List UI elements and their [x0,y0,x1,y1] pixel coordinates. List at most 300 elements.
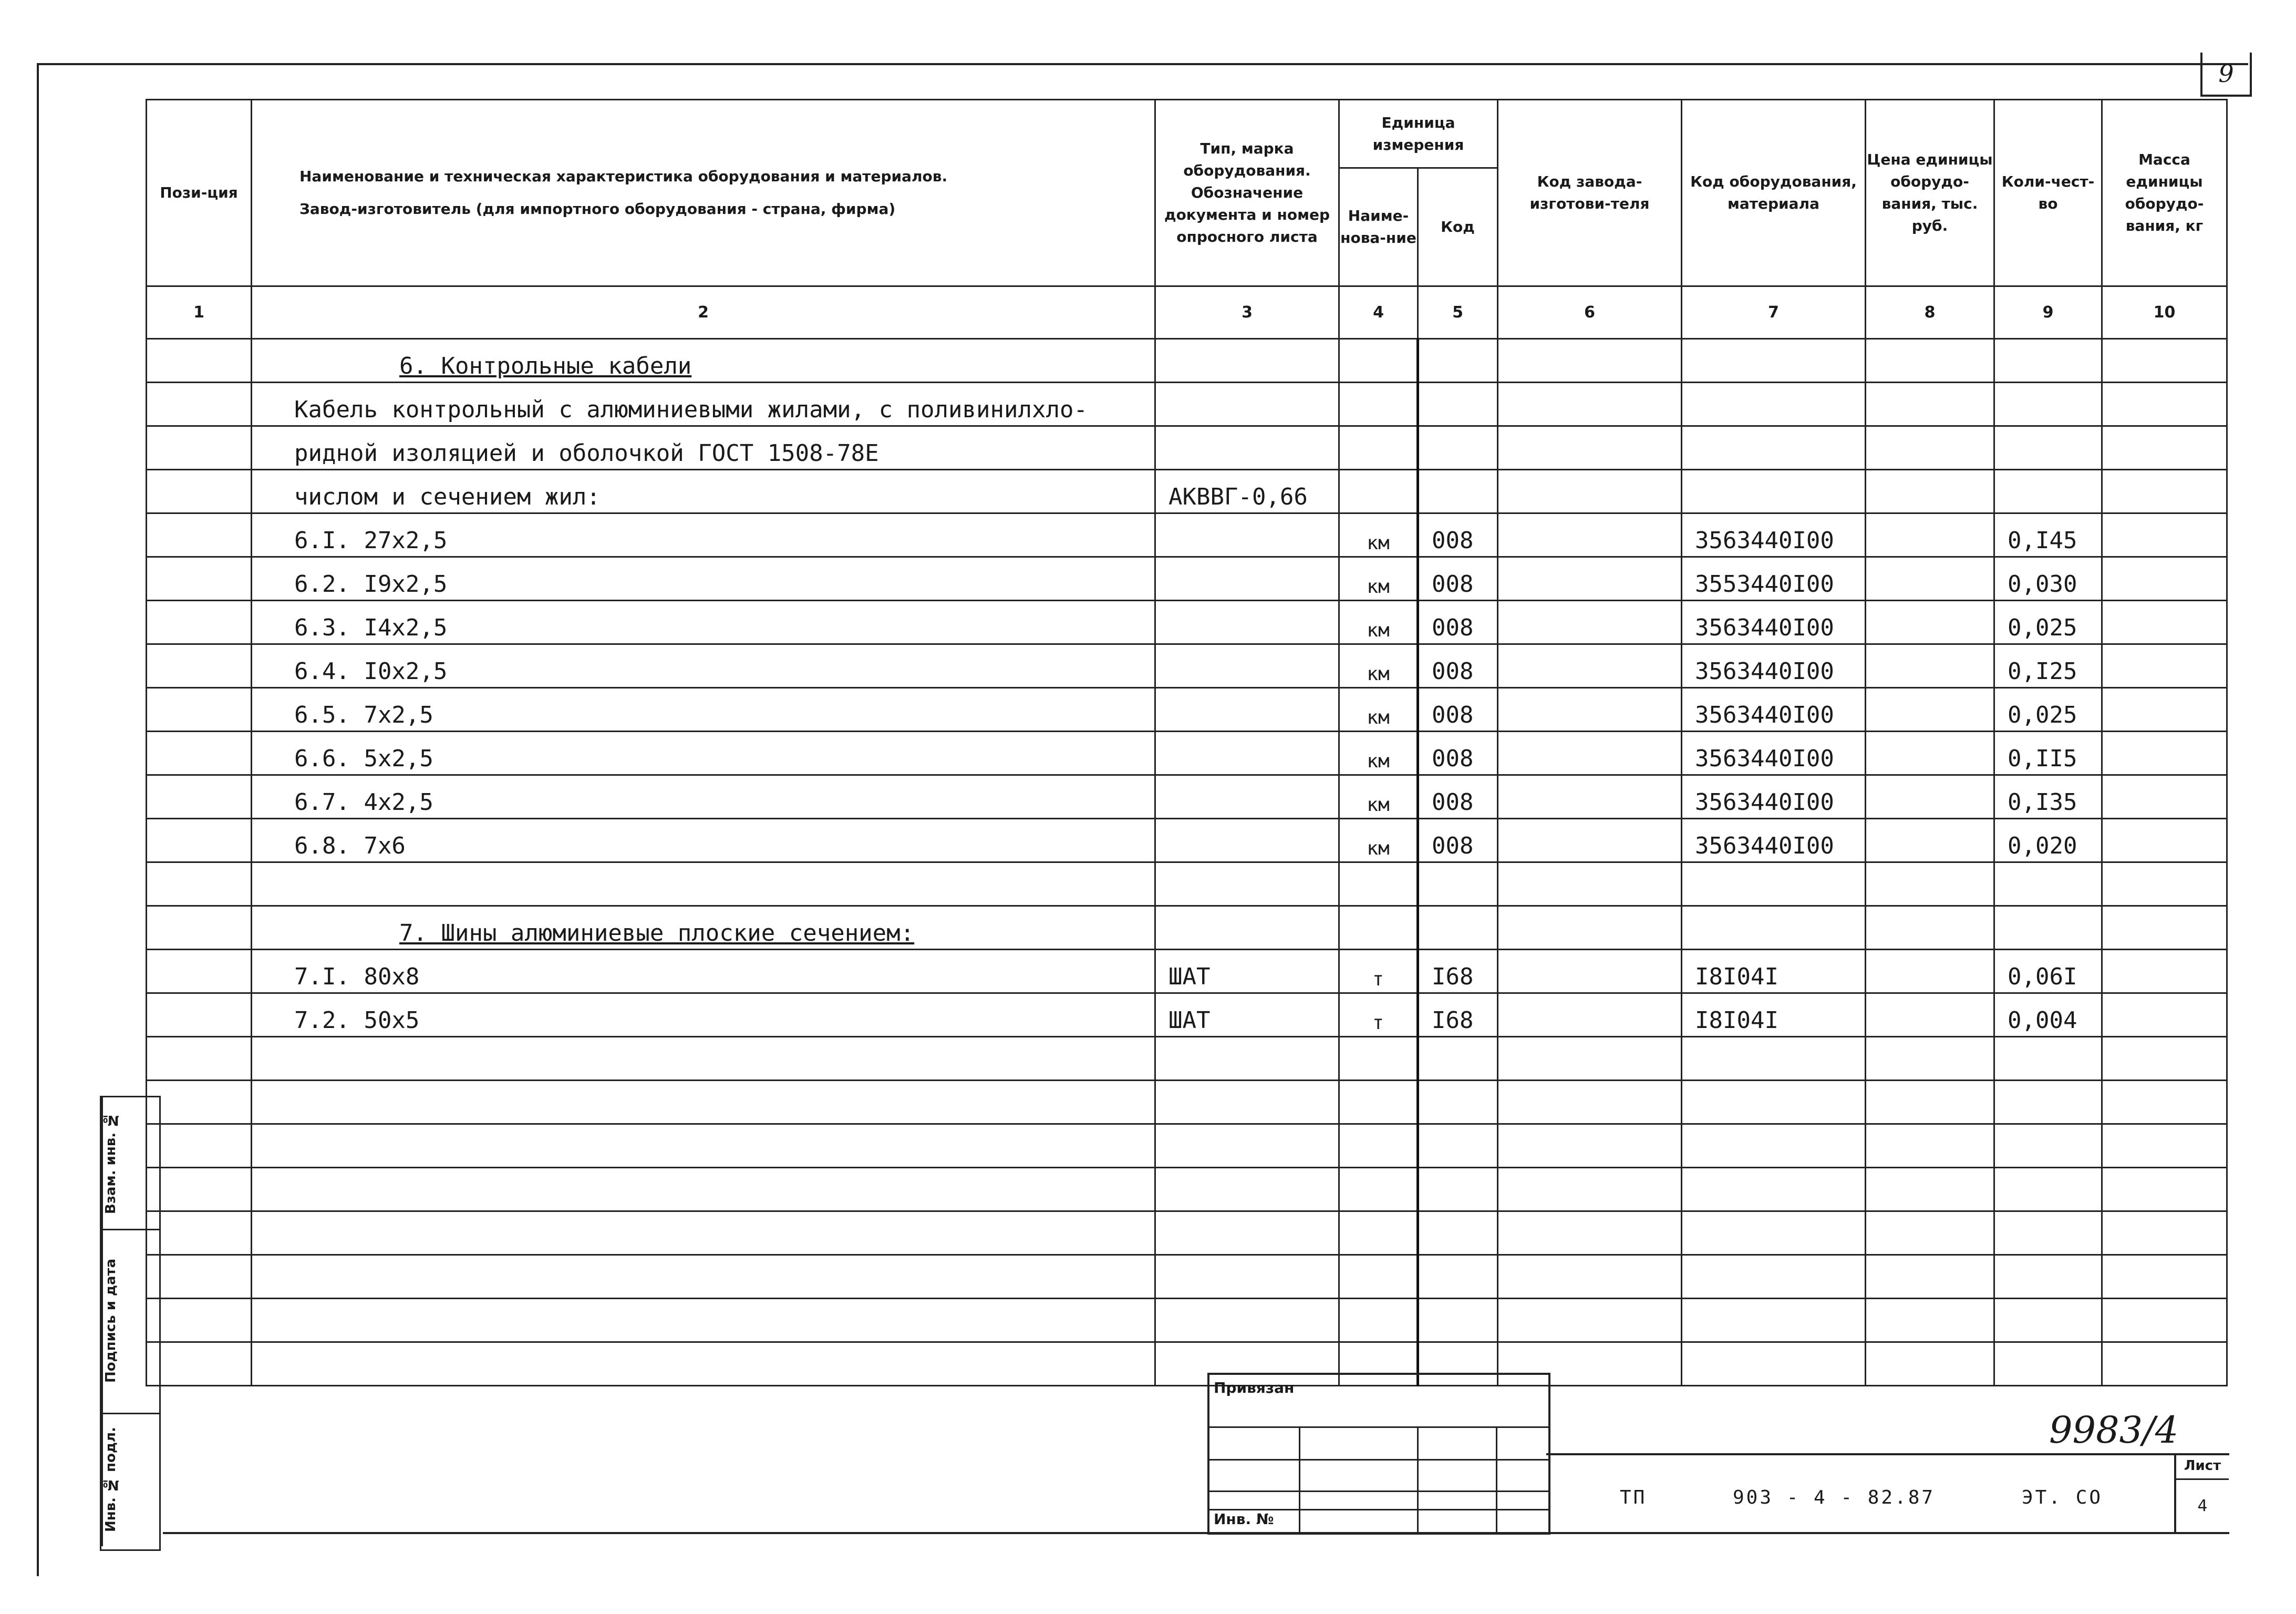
cell-material-code [1682,470,1866,513]
cell-unit-code [1418,862,1498,906]
cell-mass [2102,470,2227,513]
cell-name: числом и сечением жил: [252,470,1155,513]
header-material-code: Код оборудования, материала [1682,100,1866,286]
cell-mass [2102,906,2227,950]
cell-type [1155,819,1339,862]
title-project-code: 903 - 4 - 82.87 [1733,1487,1936,1508]
cell-position [147,601,252,644]
cell-quantity: 0,004 [1994,993,2102,1037]
column-number: 5 [1418,286,1498,339]
cell-factory-code [1498,1081,1682,1124]
cell-name: 6.I. 27х2,5 [252,513,1155,557]
section-heading: 7. Шины алюминиевые плоские сечением: [399,920,915,947]
cell-unit-code: 008 [1418,819,1498,862]
stamp-label-replacement: Взам. инв. № [101,1097,135,1229]
cell-quantity [1994,1299,2102,1342]
cell-factory-code [1498,775,1682,819]
cell-quantity: 0,I35 [1994,775,2102,819]
cell-price [1866,1168,1994,1211]
cell-price [1866,1342,1994,1386]
cell-quantity [1994,1211,2102,1255]
cell-position [147,513,252,557]
cell-type [1155,1255,1339,1299]
cell-material-code: 3563440I00 [1682,688,1866,732]
cell-factory-code [1498,906,1682,950]
cell-price [1866,1081,1994,1124]
cell-name [252,1299,1155,1342]
cell-name: Кабель контрольный с алюминиевыми жилами, с поливинилхло- [252,383,1155,426]
cell-type [1155,426,1339,470]
table-row [147,688,2227,732]
cell-name: 6.8. 7х6 [252,819,1155,862]
cell-price [1866,819,1994,862]
cell-price [1866,339,1994,383]
table-row [147,1299,2227,1342]
cell-name: 6.4. I0х2,5 [252,644,1155,688]
cell-unit: км [1339,513,1418,557]
header-unit-name: Наиме-нова-ние [1339,168,1418,286]
table-row [147,557,2227,601]
table-row [147,950,2227,993]
cell-quantity [1994,862,2102,906]
cell-type [1155,906,1339,950]
table-row [147,732,2227,775]
cell-unit [1339,426,1418,470]
stamp-cell-replacement [101,1097,159,1230]
stamp-cell-signature [101,1229,159,1414]
column-number: 4 [1339,286,1418,339]
cell-unit [1339,383,1418,426]
cell-factory-code [1498,862,1682,906]
cell-name: 6.2. I9х2,5 [252,557,1155,601]
binding-line [1209,1459,1548,1461]
cell-unit-code [1418,426,1498,470]
cell-type [1155,732,1339,775]
cell-factory-code [1498,557,1682,601]
table-row [147,1168,2227,1211]
cell-name [252,1081,1155,1124]
cell-price [1866,732,1994,775]
cell-mass [2102,513,2227,557]
cell-material-code: I8I04I [1682,993,1866,1037]
cell-type [1155,1299,1339,1342]
cell-material-code: I8I04I [1682,950,1866,993]
cell-position [147,470,252,513]
cell-position [147,1299,252,1342]
cell-unit-code: 008 [1418,688,1498,732]
table-row [147,1211,2227,1255]
cell-name: 6.3. I4х2,5 [252,601,1155,644]
cell-type [1155,1037,1339,1081]
cell-unit: т [1339,950,1418,993]
cell-unit [1339,1299,1418,1342]
cell-type [1155,557,1339,601]
cell-quantity: 0,030 [1994,557,2102,601]
cell-name: 7.2. 50х5 [252,993,1155,1037]
table-row [147,993,2227,1037]
cell-material-code [1682,1037,1866,1081]
bottom-border [163,1532,2229,1534]
cell-unit-code: 008 [1418,775,1498,819]
cell-price [1866,470,1994,513]
cell-quantity [1994,1037,2102,1081]
cell-mass [2102,339,2227,383]
cell-unit-code [1418,470,1498,513]
cell-factory-code [1498,819,1682,862]
cell-unit-code: 008 [1418,513,1498,557]
cell-position [147,644,252,688]
cell-quantity [1994,1168,2102,1211]
cell-factory-code [1498,383,1682,426]
sheet-value: 4 [2197,1497,2208,1515]
column-number: 9 [1994,286,2102,339]
cell-factory-code [1498,644,1682,688]
cell-material-code [1682,339,1866,383]
cell-factory-code [1498,1211,1682,1255]
cell-quantity: 0,06I [1994,950,2102,993]
header-mass: Масса единицы оборудо-вания, кг [2102,100,2227,286]
cell-unit-code [1418,383,1498,426]
binding-inv-label: Инв. № [1214,1510,1274,1528]
cell-factory-code [1498,470,1682,513]
cell-type [1155,513,1339,557]
cell-mass [2102,383,2227,426]
cell-unit-code [1418,1081,1498,1124]
cell-quantity [1994,906,2102,950]
cell-position [147,426,252,470]
cell-factory-code [1498,1037,1682,1081]
binding-divider [1496,1426,1497,1533]
sheet-box [2174,1453,2229,1532]
stamp-label-signature: Подпись и дата [101,1229,135,1413]
title-tp: ТП [1620,1487,1647,1508]
cell-name: 6.5. 7х2,5 [252,688,1155,732]
header-price: Цена единицы оборудо-вания, тыс. руб. [1866,100,1994,286]
header-factory-code: Код завода-изготови-теля [1498,100,1682,286]
cell-unit: т [1339,993,1418,1037]
cell-name [252,1037,1155,1081]
binding-box [1207,1373,1550,1535]
cell-position [147,906,252,950]
cell-mass [2102,993,2227,1037]
cell-type: АКВВГ-0,66 [1155,470,1339,513]
specification-table [146,99,2228,1386]
cell-mass [2102,732,2227,775]
cell-quantity: 0,025 [1994,601,2102,644]
cell-price [1866,1037,1994,1081]
cell-type [1155,862,1339,906]
cell-position [147,1081,252,1124]
cell-position [147,950,252,993]
cell-position [147,383,252,426]
cell-mass [2102,688,2227,732]
cell-quantity: 0,I45 [1994,513,2102,557]
cell-mass [2102,1124,2227,1168]
cell-price [1866,557,1994,601]
column-number: 10 [2102,286,2227,339]
cell-name: ридной изоляцией и оболочкой ГОСТ 1508-78Е [252,426,1155,470]
cell-position [147,1342,252,1386]
binding-divider [1417,1426,1419,1533]
cell-factory-code [1498,601,1682,644]
cell-quantity [1994,1124,2102,1168]
cell-mass [2102,1168,2227,1211]
cell-mass [2102,1211,2227,1255]
cell-name: 6.6. 5х2,5 [252,732,1155,775]
cell-name [252,1255,1155,1299]
cell-name [252,1124,1155,1168]
cell-price [1866,1299,1994,1342]
stamp-cell-original [101,1413,159,1546]
cell-material-code: 3563440I00 [1682,644,1866,688]
table-row [147,819,2227,862]
cell-factory-code [1498,1124,1682,1168]
cell-unit-code: 008 [1418,601,1498,644]
cell-name [252,1211,1155,1255]
cell-unit-code [1418,1255,1498,1299]
cell-quantity [1994,1342,2102,1386]
cell-name: 7.I. 80х8 [252,950,1155,993]
cell-quantity: 0,I25 [1994,644,2102,688]
binding-line [1209,1426,1548,1428]
cell-unit: км [1339,557,1418,601]
cell-unit-code [1418,1299,1498,1342]
binding-line [1209,1490,1548,1492]
table-row [147,1342,2227,1386]
cell-quantity [1994,426,2102,470]
cell-material-code: 3553440I00 [1682,557,1866,601]
cell-unit-code [1418,906,1498,950]
cell-position [147,862,252,906]
cell-price [1866,513,1994,557]
cell-factory-code [1498,1255,1682,1299]
cell-mass [2102,1299,2227,1342]
cell-position [147,819,252,862]
table-row [147,470,2227,513]
table-row [147,1255,2227,1299]
cell-position [147,775,252,819]
cell-name [252,862,1155,906]
cell-price [1866,775,1994,819]
cell-material-code: 3563440I00 [1682,601,1866,644]
binding-title: Привязан [1214,1379,1295,1396]
cell-unit: км [1339,644,1418,688]
sheet-number: 9 [2200,53,2252,97]
cell-material-code [1682,383,1866,426]
cell-quantity [1994,339,2102,383]
cell-material-code [1682,1255,1866,1299]
cell-position [147,557,252,601]
cell-position [147,339,252,383]
cell-material-code [1682,906,1866,950]
cell-type [1155,1168,1339,1211]
cell-type: ШАТ [1155,950,1339,993]
cell-type [1155,601,1339,644]
cell-mass [2102,644,2227,688]
cell-unit: км [1339,819,1418,862]
cell-factory-code [1498,339,1682,383]
cell-type [1155,1081,1339,1124]
column-number: 8 [1866,286,1994,339]
table-row [147,426,2227,470]
cell-price [1866,1255,1994,1299]
cell-material-code: 3563440I00 [1682,513,1866,557]
cell-position [147,688,252,732]
side-stamp [100,1096,161,1551]
cell-unit: км [1339,688,1418,732]
cell-type [1155,383,1339,426]
cell-unit-code: I68 [1418,993,1498,1037]
header-name-line1: Наименование и техническая характеристика оборудования и материалов. [299,168,948,186]
cell-material-code [1682,862,1866,906]
table-row [147,1081,2227,1124]
header-position: Пози-ция [147,100,252,286]
cell-name: 6.7. 4х2,5 [252,775,1155,819]
cell-mass [2102,1255,2227,1299]
cell-material-code: 3563440I00 [1682,819,1866,862]
cell-quantity [1994,383,2102,426]
cell-type [1155,688,1339,732]
cell-unit-code [1418,339,1498,383]
header-unit-group: Единица измерения [1339,100,1498,168]
cell-name [252,1168,1155,1211]
column-number: 6 [1498,286,1682,339]
cell-unit-code: I68 [1418,950,1498,993]
table-row [147,383,2227,426]
cell-quantity: 0,025 [1994,688,2102,732]
table-row [147,906,2227,950]
cell-material-code: 3563440I00 [1682,732,1866,775]
cell-mass [2102,1081,2227,1124]
binding-divider [1299,1426,1300,1533]
cell-position [147,1168,252,1211]
cell-type [1155,775,1339,819]
cell-unit [1339,1037,1418,1081]
cell-position [147,1037,252,1081]
stamp-label-original: Инв. № подл. [101,1413,135,1546]
cell-type [1155,1124,1339,1168]
cell-material-code [1682,1124,1866,1168]
cell-quantity [1994,1081,2102,1124]
cell-price [1866,862,1994,906]
header-unit-code: Код [1418,168,1498,286]
cell-material-code [1682,1168,1866,1211]
cell-type [1155,644,1339,688]
title-block [1546,1453,2229,1534]
cell-type [1155,1211,1339,1255]
cell-position [147,1211,252,1255]
cell-unit [1339,1124,1418,1168]
sheet-label: Лист [2176,1453,2229,1480]
table-row [147,513,2227,557]
cell-unit-code [1418,1124,1498,1168]
cell-position [147,1124,252,1168]
cell-price [1866,644,1994,688]
cell-price [1866,601,1994,644]
cell-section-title [252,339,1155,383]
header-type: Тип, марка оборудования. Обозначение документа и номер опросного листа [1155,100,1339,286]
column-number: 7 [1682,286,1866,339]
cell-unit-code [1418,1211,1498,1255]
cell-material-code: 3563440I00 [1682,775,1866,819]
cell-price [1866,1124,1994,1168]
cell-unit-code [1418,1037,1498,1081]
cell-mass [2102,775,2227,819]
cell-unit [1339,1255,1418,1299]
cell-mass [2102,1037,2227,1081]
cell-unit: км [1339,732,1418,775]
table-row [147,1124,2227,1168]
cell-unit [1339,1211,1418,1255]
cell-unit [1339,906,1418,950]
cell-quantity [1994,470,2102,513]
cell-mass [2102,819,2227,862]
cell-section-title [252,906,1155,950]
column-number: 1 [147,286,252,339]
cell-price [1866,906,1994,950]
cell-position [147,993,252,1037]
title-section: ЭТ. СО [2022,1487,2103,1508]
cell-material-code [1682,1299,1866,1342]
cell-price [1866,426,1994,470]
table-row [147,601,2227,644]
section-heading: 6. Контрольные кабели [399,353,692,379]
header-quantity: Коли-чест-во [1994,100,2102,286]
cell-unit [1339,339,1418,383]
cell-factory-code [1498,1299,1682,1342]
cell-mass [2102,426,2227,470]
table-row [147,339,2227,383]
cell-unit: км [1339,601,1418,644]
cell-material-code [1682,1081,1866,1124]
header-name-line2: Завод-изготовитель (для импортного оборудования - страна, фирма) [299,200,896,218]
cell-unit: км [1339,775,1418,819]
cell-factory-code [1498,688,1682,732]
cell-quantity [1994,1255,2102,1299]
cell-unit-code: 008 [1418,557,1498,601]
cell-mass [2102,1342,2227,1386]
cell-name [252,1342,1155,1386]
cell-mass [2102,862,2227,906]
cell-unit [1339,1168,1418,1211]
cell-factory-code [1498,950,1682,993]
cell-position [147,1255,252,1299]
cell-factory-code [1498,1168,1682,1211]
cell-quantity: 0,020 [1994,819,2102,862]
cell-unit [1339,1081,1418,1124]
cell-price [1866,688,1994,732]
table-row [147,862,2227,906]
cell-type: ШАТ [1155,993,1339,1037]
cell-mass [2102,557,2227,601]
cell-quantity: 0,II5 [1994,732,2102,775]
column-number-row [147,286,2227,339]
table-row [147,775,2227,819]
cell-unit-code: 008 [1418,732,1498,775]
cell-unit [1339,862,1418,906]
cell-material-code [1682,1342,1866,1386]
table-row [147,644,2227,688]
cell-factory-code [1498,513,1682,557]
column-number: 2 [252,286,1155,339]
cell-price [1866,950,1994,993]
cell-type [1155,339,1339,383]
cell-factory-code [1498,732,1682,775]
header-name [252,100,1155,286]
cell-unit-code [1418,1168,1498,1211]
cell-material-code [1682,1211,1866,1255]
handwritten-doc-number: 9983/4 [2049,1409,2179,1452]
